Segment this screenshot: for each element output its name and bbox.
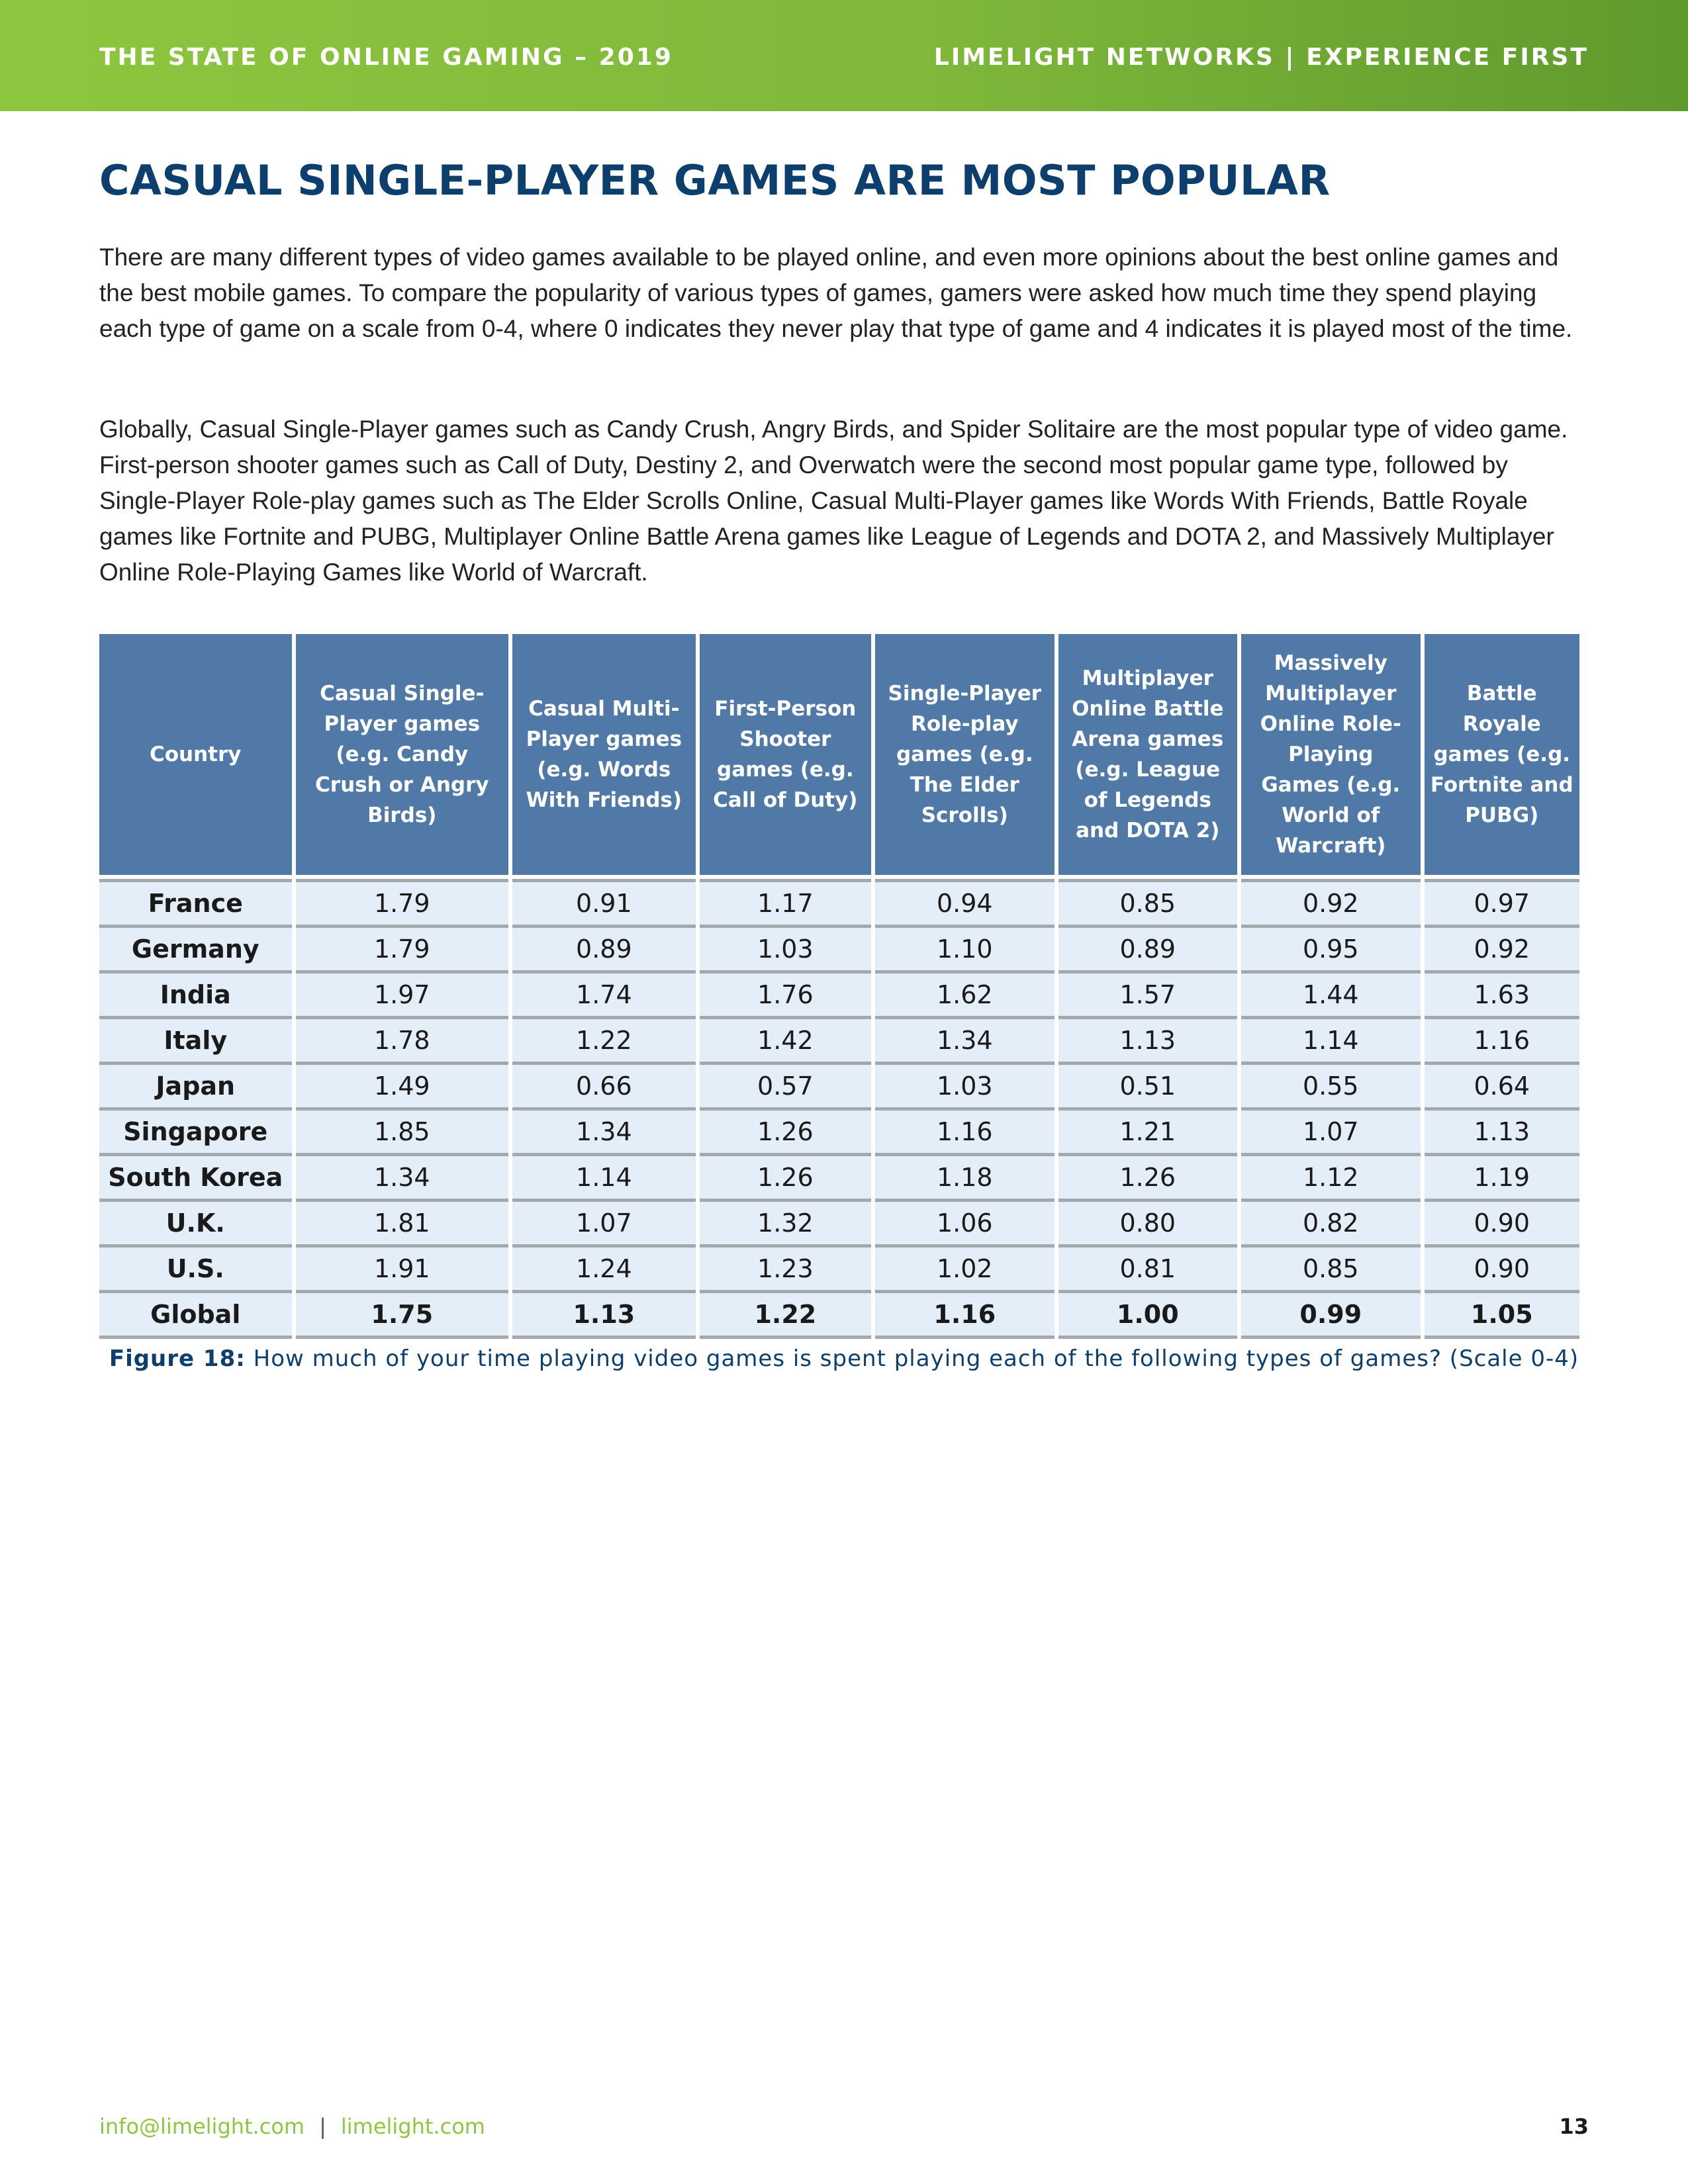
header-country: Country: [99, 634, 292, 875]
table-row: [99, 1293, 1579, 1339]
header-casual-multi-player: Casual Multi-Player games (e.g. Words With Friends): [512, 634, 696, 875]
score-cell: 1.13: [512, 1293, 696, 1339]
game-popularity-table: [95, 634, 1583, 1339]
score-cell: 0.94: [875, 879, 1054, 928]
score-cell: 1.26: [700, 1156, 871, 1202]
score-cell: 1.23: [700, 1248, 871, 1293]
score-cell: 0.89: [1058, 928, 1237, 974]
score-cell: 1.32: [700, 1202, 871, 1248]
header-battle-royale: Battle Royale games (e.g. Fortnite and PUBG): [1425, 634, 1579, 875]
score-cell: 0.89: [512, 928, 696, 974]
footer-email-link[interactable]: info@limelight.com: [99, 2114, 305, 2139]
score-cell: 1.44: [1241, 974, 1420, 1019]
score-cell: 1.24: [512, 1248, 696, 1293]
header-mmorpg: Massively Multiplayer Online Role-Playing Games (e.g. World of Warcraft): [1241, 634, 1420, 875]
figure-caption-text: How much of your time playing video games is spent playing each of the following types of games? (Scale 0-4): [253, 1345, 1579, 1372]
country-cell: France: [99, 879, 292, 928]
score-cell: 0.80: [1058, 1202, 1237, 1248]
score-cell: 1.22: [700, 1293, 871, 1339]
score-cell: 1.17: [700, 879, 871, 928]
header-first-person-shooter: First-Person Shooter games (e.g. Call of Duty): [700, 634, 871, 875]
score-cell: 1.97: [296, 974, 509, 1019]
findings-paragraph: Globally, Casual Single-Player games such as Candy Crush, Angry Birds, and Spider Solitaire are the most popular type of video game. First-person shooter games such as Call of Duty, Destiny 2, and Overwatch were the second most popular game type, followed by Single-Player Role-play games such as The Elder Scrolls Online, Casual Multi-Player games like Words With Friends, Battle Royale games like Fortnite and PUBG, Multiplayer Online Battle Arena games like League of Legends and DOTA 2, and Massively Multiplayer Online Role-Playing Games like World of Warcraft.: [99, 416, 1568, 586]
score-cell: 1.34: [512, 1111, 696, 1156]
score-cell: 1.00: [1058, 1293, 1237, 1339]
page-title: CASUAL SINGLE-PLAYER GAMES ARE MOST POPULAR: [99, 156, 1331, 205]
report-title-header: THE STATE OF ONLINE GAMING – 2019: [99, 44, 673, 71]
score-cell: 0.92: [1241, 879, 1420, 928]
country-cell: Italy: [99, 1019, 292, 1065]
score-cell: 1.14: [512, 1156, 696, 1202]
header-casual-single-player: Casual Single-Player games (e.g. Candy Crush or Angry Birds): [296, 634, 509, 875]
score-cell: 0.90: [1425, 1248, 1579, 1293]
score-cell: 0.64: [1425, 1065, 1579, 1111]
table-row: [99, 1202, 1579, 1248]
page-number: 13: [1559, 2114, 1589, 2139]
footer-contact: [99, 2114, 485, 2139]
score-cell: 1.03: [700, 928, 871, 974]
score-cell: 1.42: [700, 1019, 871, 1065]
score-cell: 1.16: [1425, 1019, 1579, 1065]
table-row: [99, 1248, 1579, 1293]
score-cell: 1.07: [1241, 1111, 1420, 1156]
score-cell: 1.13: [1425, 1111, 1579, 1156]
score-cell: 0.57: [700, 1065, 871, 1111]
score-cell: 1.06: [875, 1202, 1054, 1248]
score-cell: 0.95: [1241, 928, 1420, 974]
score-cell: 0.51: [1058, 1065, 1237, 1111]
score-cell: 0.66: [512, 1065, 696, 1111]
score-cell: 0.85: [1058, 879, 1237, 928]
score-cell: 1.16: [875, 1293, 1054, 1339]
score-cell: 0.81: [1058, 1248, 1237, 1293]
score-cell: 1.26: [1058, 1156, 1237, 1202]
score-cell: 1.81: [296, 1202, 509, 1248]
score-cell: 1.21: [1058, 1111, 1237, 1156]
country-cell: Singapore: [99, 1111, 292, 1156]
table-row: [99, 1065, 1579, 1111]
score-cell: 1.74: [512, 974, 696, 1019]
score-cell: 1.10: [875, 928, 1054, 974]
country-cell: U.S.: [99, 1248, 292, 1293]
score-cell: 1.79: [296, 928, 509, 974]
footer-website-link[interactable]: limelight.com: [340, 2114, 485, 2139]
country-cell: Germany: [99, 928, 292, 974]
score-cell: 1.34: [875, 1019, 1054, 1065]
table-row: [99, 1019, 1579, 1065]
country-cell: U.K.: [99, 1202, 292, 1248]
table-row: [99, 974, 1579, 1019]
table-row: [99, 928, 1579, 974]
score-cell: 1.34: [296, 1156, 509, 1202]
score-cell: 0.92: [1425, 928, 1579, 974]
score-cell: 1.16: [875, 1111, 1054, 1156]
score-cell: 1.26: [700, 1111, 871, 1156]
footer-separator: |: [319, 2114, 326, 2139]
score-cell: 1.05: [1425, 1293, 1579, 1339]
score-cell: 1.85: [296, 1111, 509, 1156]
table-header-row: [99, 634, 1579, 875]
score-cell: 1.78: [296, 1019, 509, 1065]
score-cell: 1.13: [1058, 1019, 1237, 1065]
score-cell: 1.03: [875, 1065, 1054, 1111]
score-cell: 1.02: [875, 1248, 1054, 1293]
score-cell: 0.55: [1241, 1065, 1420, 1111]
country-cell: Global: [99, 1293, 292, 1339]
score-cell: 1.22: [512, 1019, 696, 1065]
country-cell: South Korea: [99, 1156, 292, 1202]
score-cell: 0.85: [1241, 1248, 1420, 1293]
score-cell: 0.82: [1241, 1202, 1420, 1248]
score-cell: 1.63: [1425, 974, 1579, 1019]
country-cell: Japan: [99, 1065, 292, 1111]
score-cell: 1.79: [296, 879, 509, 928]
header-moba: Multiplayer Online Battle Arena games (e.g. League of Legends and DOTA 2): [1058, 634, 1237, 875]
top-banner: [0, 0, 1688, 111]
score-cell: 1.62: [875, 974, 1054, 1019]
table-row: [99, 1156, 1579, 1202]
score-cell: 1.14: [1241, 1019, 1420, 1065]
score-cell: 1.57: [1058, 974, 1237, 1019]
table-row: [99, 1111, 1579, 1156]
score-cell: 1.12: [1241, 1156, 1420, 1202]
score-cell: 1.07: [512, 1202, 696, 1248]
score-cell: 1.18: [875, 1156, 1054, 1202]
score-cell: 0.90: [1425, 1202, 1579, 1248]
score-cell: 0.91: [512, 879, 696, 928]
table-body: [99, 879, 1579, 1339]
score-cell: 0.99: [1241, 1293, 1420, 1339]
country-cell: India: [99, 974, 292, 1019]
table-row: [99, 879, 1579, 928]
figure-caption: [99, 1340, 1589, 1378]
score-cell: 1.49: [296, 1065, 509, 1111]
score-cell: 1.19: [1425, 1156, 1579, 1202]
intro-paragraph: There are many different types of video games available to be played online, and even more opinions about the best online games and the best mobile games. To compare the popularity of various types of games, gamers were asked how much time they spend playing each type of game on a scale from 0-4, where 0 indicates they never play that type of game and 4 indicates it is played most of the time.: [99, 244, 1573, 342]
company-tagline-header: LIMELIGHT NETWORKS | EXPERIENCE FIRST: [933, 44, 1589, 71]
score-cell: 1.76: [700, 974, 871, 1019]
score-cell: 0.97: [1425, 879, 1579, 928]
figure-label: Figure 18:: [109, 1345, 246, 1372]
header-single-player-role-play: Single-Player Role-play games (e.g. The Elder Scrolls): [875, 634, 1054, 875]
score-cell: 1.75: [296, 1293, 509, 1339]
score-cell: 1.91: [296, 1248, 509, 1293]
